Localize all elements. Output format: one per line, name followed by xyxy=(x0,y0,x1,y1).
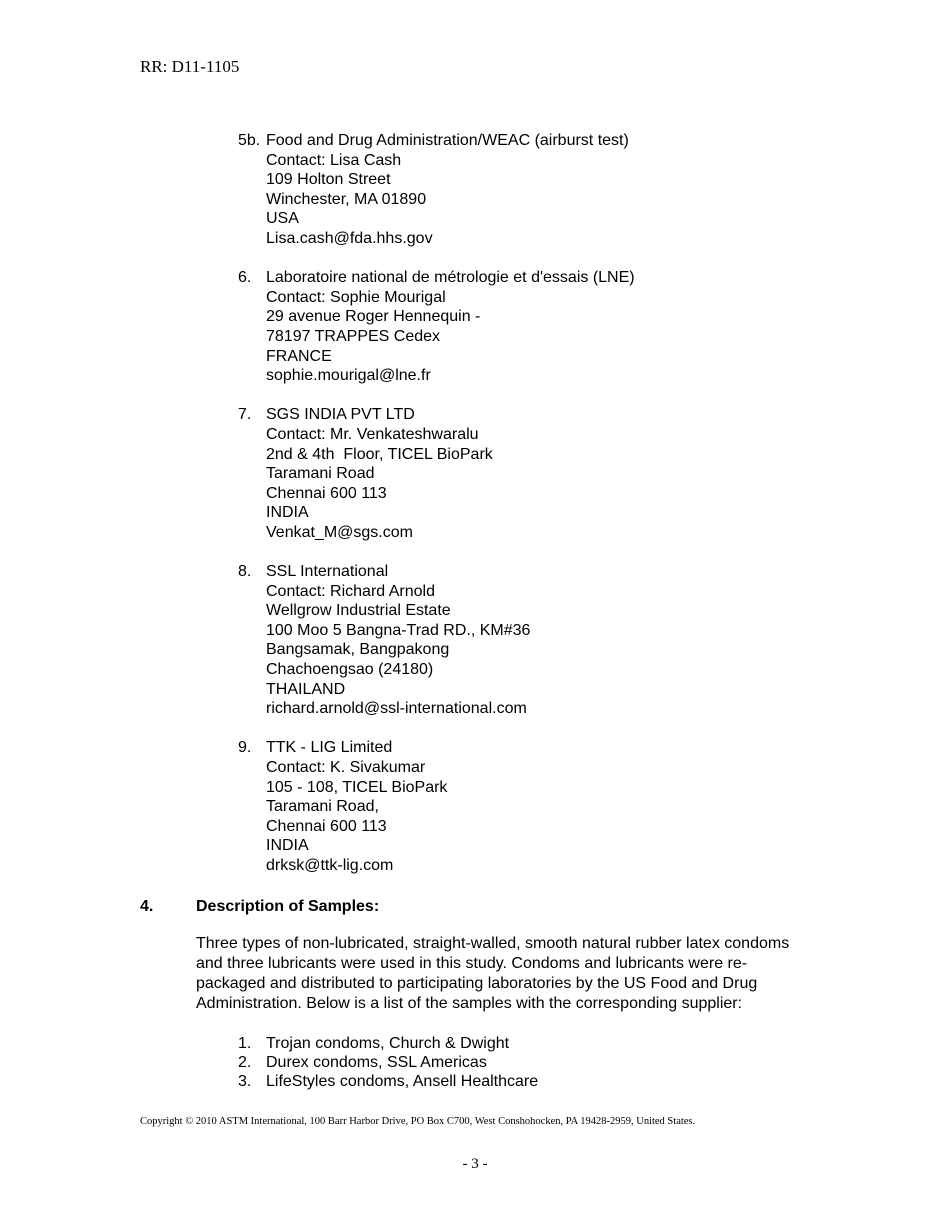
section-heading xyxy=(140,897,820,917)
sample-text: Durex condoms, SSL Americas xyxy=(266,1054,487,1071)
lab-entry xyxy=(238,738,635,875)
lab-address-line: Winchester, MA 01890 xyxy=(266,190,427,208)
lab-address-line: 2nd & 4th Floor, TICEL BioPark xyxy=(266,445,493,463)
lab-contact: Contact: Lisa Cash xyxy=(266,151,402,169)
lab-address-line: Taramani Road xyxy=(266,465,375,483)
lab-entry xyxy=(238,405,635,542)
sample-item xyxy=(238,1034,820,1053)
lab-entry xyxy=(238,131,635,249)
lab-country: THAILAND xyxy=(266,680,346,698)
lab-address-line: Taramani Road, xyxy=(266,798,379,816)
sample-number: 2. xyxy=(238,1054,252,1071)
sample-list xyxy=(238,1034,820,1091)
copyright-footer: Copyright © 2010 ASTM International, 100 Barr Harbor Drive, PO Box C700, West Conshohocken, PA 19428-2959, United States. xyxy=(140,1116,696,1127)
lab-address-line: 109 Holton Street xyxy=(266,171,391,189)
section-number: 4. xyxy=(140,898,154,915)
sample-item xyxy=(238,1072,820,1091)
lab-contact: Contact: Mr. Venkateshwaralu xyxy=(266,425,479,443)
laboratory-list xyxy=(238,131,635,895)
lab-number: 6. xyxy=(238,269,252,287)
lab-email: drksk@ttk-lig.com xyxy=(266,856,394,874)
sample-number: 1. xyxy=(238,1035,252,1052)
lab-entry xyxy=(238,268,635,386)
lab-address-line: 29 avenue Roger Hennequin - xyxy=(266,308,481,326)
lab-email: Lisa.cash@fda.hhs.gov xyxy=(266,229,433,247)
lab-number: 7. xyxy=(238,406,252,424)
section-paragraph: Three types of non-lubricated, straight-walled, smooth natural rubber latex condoms and three lubricants were used in this study. Condoms and lubricants were re-packaged and distributed to participating laboratories by the US Food and Drug Administration. Below is a list of the samples with the corresponding supplier: xyxy=(196,935,790,1012)
lab-address-line: 105 - 108, TICEL BioPark xyxy=(266,778,448,796)
lab-address-line: Bangsamak, Bangpakong xyxy=(266,641,450,659)
document-header: RR: D11-1105 xyxy=(140,57,240,76)
section-title: Description of Samples: xyxy=(196,898,380,915)
lab-address-line: Chennai 600 113 xyxy=(266,484,387,502)
lab-country: INDIA xyxy=(266,504,309,522)
lab-contact: Contact: Richard Arnold xyxy=(266,582,435,600)
lab-email: richard.arnold@ssl-international.com xyxy=(266,700,527,718)
lab-name: TTK - LIG Limited xyxy=(266,739,393,757)
lab-country: INDIA xyxy=(266,837,309,855)
lab-contact: Contact: K. Sivakumar xyxy=(266,759,426,776)
lab-name: Food and Drug Administration/WEAC (airburst test) xyxy=(266,132,629,149)
lab-number: 8. xyxy=(238,563,252,581)
lab-address-line: Chennai 600 113 xyxy=(266,817,387,835)
lab-email: Venkat_M@sgs.com xyxy=(266,523,413,541)
lab-number: 9. xyxy=(238,739,252,757)
page-number: - 3 - xyxy=(462,1156,488,1172)
lab-address-line: 78197 TRAPPES Cedex xyxy=(266,327,441,345)
sample-number: 3. xyxy=(238,1073,252,1090)
lab-name: SSL International xyxy=(266,563,389,581)
lab-contact: Contact: Sophie Mourigal xyxy=(266,288,446,306)
samples-section xyxy=(140,897,820,1091)
lab-country: FRANCE xyxy=(266,347,332,365)
lab-email: sophie.mourigal@lne.fr xyxy=(266,367,431,385)
sample-text: Trojan condoms, Church & Dwight xyxy=(266,1035,510,1052)
lab-name: SGS INDIA PVT LTD xyxy=(266,406,415,424)
lab-address-line: Chachoengsao (24180) xyxy=(266,661,434,679)
lab-address-line: Wellgrow Industrial Estate xyxy=(266,602,451,620)
sample-text: LifeStyles condoms, Ansell Healthcare xyxy=(266,1073,539,1090)
sample-item xyxy=(238,1053,820,1072)
lab-name: Laboratoire national de métrologie et d'essais (LNE) xyxy=(266,269,635,287)
lab-address-line: 100 Moo 5 Bangna-Trad RD., KM#36 xyxy=(266,621,531,639)
lab-number: 5b. xyxy=(238,132,261,149)
lab-country: USA xyxy=(266,210,299,228)
lab-entry xyxy=(238,562,635,719)
